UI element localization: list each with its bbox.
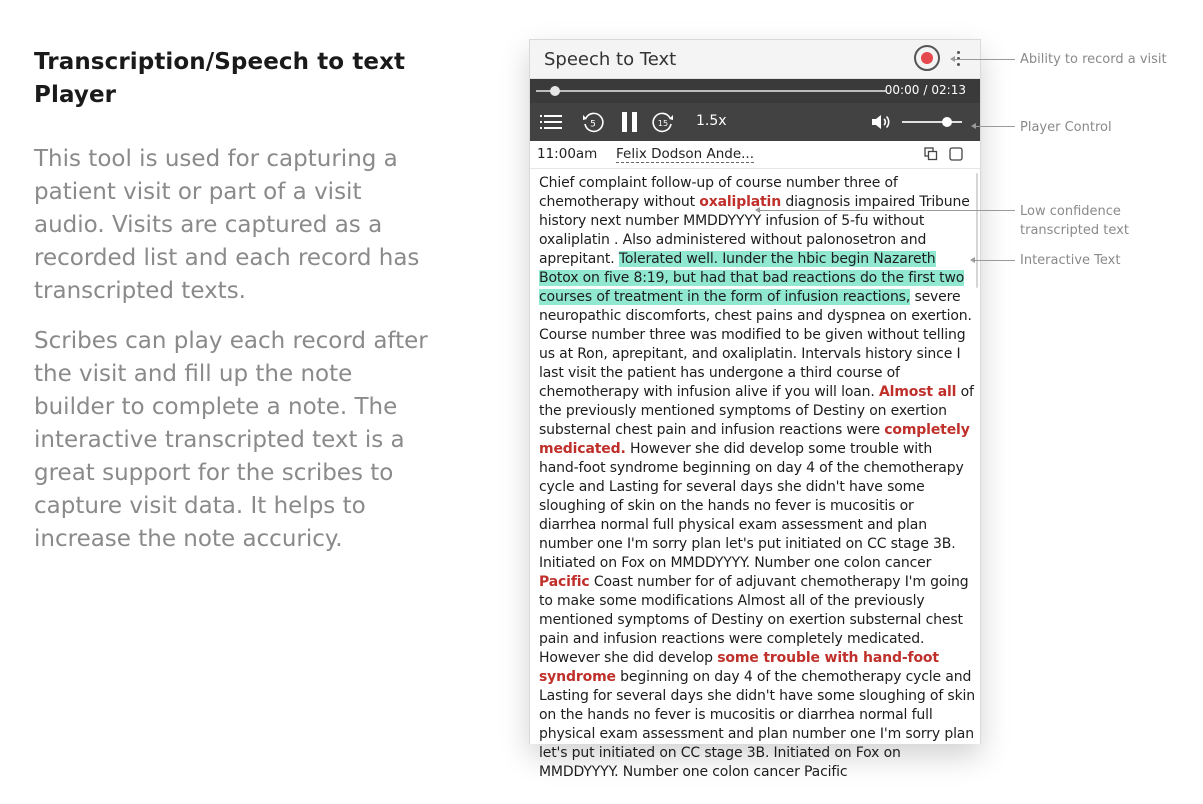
copy-icon[interactable] — [924, 147, 938, 164]
current-time: 00:00 — [884, 83, 920, 97]
low-confidence-text[interactable]: some trouble with hand-foot syndrome — [539, 650, 939, 685]
playback-speed[interactable]: 1.5x — [696, 113, 727, 129]
description-heading: Transcription/Speech to text Player — [34, 49, 406, 108]
annotation-record: Ability to record a visit — [1020, 52, 1167, 67]
total-time: 02:13 — [931, 83, 966, 97]
transcript-text — [539, 174, 975, 782]
low-confidence-text[interactable]: oxaliplatin — [699, 194, 782, 210]
description-paragraph-2: Scribes can play each record after the visit and fill up the note builder to complete a note. The interactive transcripted text is a great support for the scribes to capture visit data. It helps to increase the note accuricy. — [34, 328, 428, 552]
annotation-interactive: Interactive Text — [1020, 253, 1121, 268]
description-panel — [34, 46, 434, 556]
low-confidence-text[interactable]: Pacific — [539, 574, 590, 590]
pause-icon[interactable] — [618, 103, 642, 141]
player-title: Speech to Text — [544, 49, 677, 70]
time-separator: / — [923, 83, 928, 97]
annotation-arrow-interactive — [970, 257, 975, 263]
svg-text:5: 5 — [590, 119, 596, 130]
record-button[interactable] — [914, 45, 940, 71]
transcript-segment: Chief complaint follow-up of course number three of chemotherapy without — [539, 175, 898, 210]
player-title-bar — [530, 40, 980, 79]
annotation-line-interactive — [975, 260, 1015, 261]
low-confidence-text[interactable]: Almost all — [879, 384, 957, 400]
annotation-player-control: Player Control — [1020, 120, 1112, 135]
volume-icon[interactable] — [868, 103, 896, 141]
progress-row — [530, 79, 980, 103]
transcript-segment: beginning on day 4 of the chemotherapy cycle and Lasting for several days she didn't have some sloughing of skin on the hands no fever is mucositis or diarrhea normal full physical exam assessment and plan number one I'm sorry plan let's put initiated on CC stage 3B. Initiated on Fox on MMDDYYYY. Number one colon cancer Pacific — [539, 669, 975, 780]
checkbox-icon[interactable] — [949, 147, 963, 164]
player-controls — [530, 103, 980, 141]
volume-slider-thumb[interactable] — [942, 117, 952, 127]
transcript-scrollbar[interactable] — [976, 173, 978, 288]
annotation-arrow-record — [950, 56, 955, 62]
time-display — [885, 83, 966, 97]
svg-text:15: 15 — [657, 119, 669, 128]
transcript-segment: of the previously mentioned symptoms of Destiny on exertion substernal chest pain and infusion reactions were — [539, 384, 974, 438]
annotation-arrow-player-control — [971, 123, 976, 129]
list-icon[interactable] — [538, 103, 564, 141]
description-paragraph-1: This tool is used for capturing a patient visit or part of a visit audio. Visits are captured as a recorded list and each record has transcripted texts. — [34, 146, 420, 304]
volume-slider-track[interactable] — [902, 121, 962, 123]
transcript-segment: However she did develop some trouble with hand-foot syndrome beginning on day 4 of the chemotherapy cycle and Lasting for several days she didn't have some sloughing of skin on the hands no fever is mucositis or diarrhea normal full physical exam assessment and plan number one I'm sorry plan let's put initiated on CC stage 3B. Initiated on Fox on MMDDYYYY. Number one colon cancer — [539, 441, 964, 571]
record-icon — [921, 52, 933, 64]
annotation-line-low-confidence — [760, 210, 1015, 211]
annotation-line-record — [955, 59, 1015, 60]
annotation-arrow-low-confidence — [755, 207, 760, 213]
transcript-segment: severe neuropathic discomforts, chest pains and dyspnea on exertion. Course number three was modified to be given without telling us at Ron, aprepitant, and oxaliplatin. Intervals history since I last visit the patient has undergone a third course of chemotherapy with infusion alive if you will loan. — [539, 289, 972, 400]
low-confidence-text[interactable]: completely medicated. — [539, 422, 970, 457]
rewind-5-icon[interactable] — [580, 103, 606, 141]
transcript-segment: diagnosis impaired Tribune history next number MMDDYYYY infusion of 5-fu without oxaliplatin . Also administered without palonosetron and aprepitant. — [539, 194, 970, 267]
forward-15-icon[interactable] — [650, 103, 676, 141]
progress-track[interactable] — [536, 90, 886, 92]
record-item[interactable] — [530, 141, 980, 169]
speech-to-text-player — [529, 39, 981, 780]
record-time: 11:00am — [537, 146, 598, 162]
annotation-line-player-control — [976, 126, 1015, 127]
interactive-highlighted-text[interactable]: Tolerated well. Iunder the hbic begin Nazareth Botox on five 8:19, but had that bad reactions do the first two courses of treatment in the form of infusion reactions, — [539, 251, 965, 305]
record-patient-name[interactable]: Felix Dodson Ande... — [616, 146, 755, 162]
transcript-segment: Coast number for of adjuvant chemotherapy I'm going to make some modifications Almost all of the previously mentioned symptoms of Destiny on exertion substernal chest pain and infusion reactions were completely medicated. However she did develop — [539, 574, 969, 666]
progress-thumb[interactable] — [550, 86, 560, 96]
annotation-low-confidence: Low confidence transcripted text — [1020, 204, 1129, 238]
